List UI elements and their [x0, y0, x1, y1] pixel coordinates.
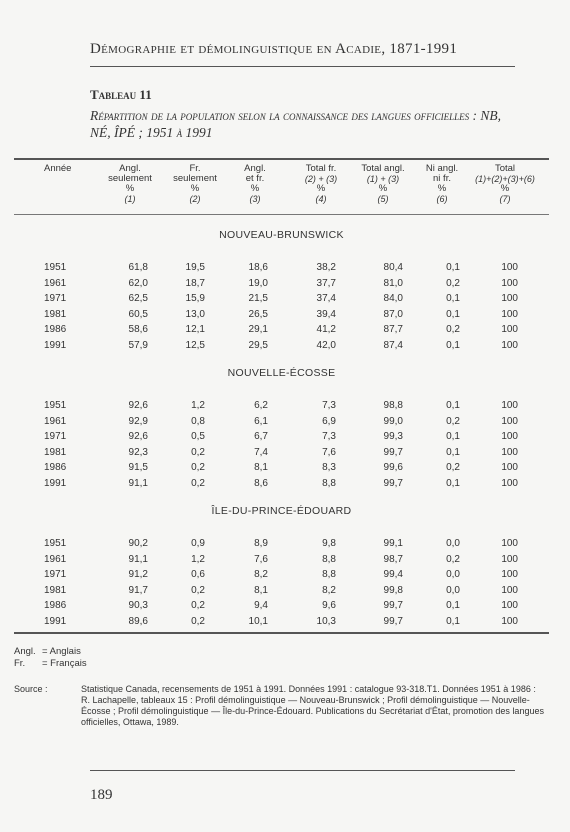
- table-row: [0, 600, 570, 613]
- value-cell: 7,3: [322, 400, 336, 411]
- value-cell: 37,4: [316, 293, 336, 304]
- table-row: [0, 538, 570, 551]
- source-label: Source :: [14, 684, 48, 694]
- value-cell: 6,7: [254, 431, 268, 442]
- value-cell: 89,6: [128, 615, 148, 627]
- column-number: (7): [499, 194, 511, 204]
- value-cell: 0,1: [446, 308, 460, 320]
- value-cell: 42,0: [316, 339, 336, 351]
- value-cell: 6,2: [254, 400, 268, 411]
- value-cell: 100: [501, 293, 518, 304]
- value-cell: 60,5: [128, 308, 148, 320]
- year-cell: 1971: [44, 293, 67, 304]
- abbreviation-key: Angl.: [14, 646, 36, 657]
- section-title: NOUVELLE-ÉCOSSE: [227, 367, 336, 379]
- column-header: [470, 164, 540, 204]
- year-cell: 1981: [44, 446, 67, 458]
- abbreviation-value: = Anglais: [42, 646, 81, 657]
- value-cell: 99,0: [383, 415, 403, 427]
- value-cell: 62,5: [128, 293, 148, 304]
- column-header-line: (2) + (3): [304, 174, 338, 184]
- value-cell: 99,7: [383, 446, 403, 458]
- column-number: (3): [249, 194, 261, 204]
- value-cell: 7,4: [254, 446, 268, 458]
- header-rule: [90, 66, 515, 67]
- value-cell: 100: [501, 569, 518, 580]
- column-header-line: %: [316, 183, 326, 194]
- value-cell: 0,1: [446, 446, 460, 458]
- value-cell: 91,7: [128, 584, 148, 596]
- value-cell: 0,2: [191, 615, 205, 627]
- column-header-line: Angl.: [119, 163, 141, 174]
- value-cell: 87,7: [383, 324, 403, 335]
- section-title: ÎLE-DU-PRINCE-ÉDOUARD: [211, 505, 352, 517]
- value-cell: 7,6: [254, 553, 268, 565]
- table-row: [0, 431, 570, 444]
- value-cell: 12,5: [185, 339, 205, 351]
- page-number: 189: [90, 787, 113, 803]
- value-cell: 0,1: [446, 615, 460, 627]
- table-row: [0, 400, 570, 413]
- table-row: [0, 478, 570, 491]
- year-cell: 1951: [44, 400, 67, 411]
- running-head: Démographie et démolinguistique en Acadie, 1871-1991: [90, 41, 458, 57]
- year-cell: 1991: [44, 615, 67, 627]
- value-cell: 10,3: [316, 615, 336, 627]
- year-cell: 1986: [44, 600, 67, 611]
- column-header-line: Total: [494, 163, 516, 174]
- value-cell: 91,1: [128, 553, 148, 565]
- value-cell: 57,9: [128, 339, 148, 351]
- abbreviation-fr: [14, 658, 87, 669]
- value-cell: 21,5: [248, 293, 268, 304]
- column-header-line: et fr.: [245, 173, 265, 184]
- year-cell: 1991: [44, 477, 67, 489]
- value-cell: 13,0: [185, 308, 205, 320]
- value-cell: 99,7: [383, 615, 403, 627]
- footer-rule: [90, 770, 515, 771]
- year-cell: 1961: [44, 415, 67, 427]
- value-cell: 0,0: [446, 584, 460, 596]
- table-row: [0, 616, 570, 629]
- value-cell: 100: [501, 400, 518, 411]
- column-header-line: %: [437, 183, 447, 194]
- value-cell: 18,7: [185, 277, 205, 289]
- value-cell: 100: [501, 308, 518, 320]
- value-cell: 100: [501, 538, 518, 549]
- year-cell: 1951: [44, 262, 67, 273]
- column-header: [286, 164, 356, 204]
- table-row: [0, 462, 570, 475]
- value-cell: 99,7: [383, 477, 403, 489]
- column-header-line: %: [190, 183, 200, 194]
- value-cell: 91,1: [128, 477, 148, 489]
- value-cell: 8,8: [322, 477, 336, 489]
- value-cell: 0,2: [446, 324, 460, 335]
- year-cell: 1961: [44, 277, 67, 289]
- column-header-line: seulement: [173, 173, 217, 184]
- value-cell: 0,2: [191, 600, 205, 611]
- value-cell: 99,7: [383, 600, 403, 611]
- year-cell: 1981: [44, 308, 67, 320]
- value-cell: 18,6: [248, 262, 268, 273]
- column-header: [220, 164, 290, 204]
- table-row: [0, 309, 570, 322]
- column-header: [44, 164, 84, 174]
- year-cell: 1971: [44, 569, 67, 580]
- source-text: Statistique Canada, recensements de 1951 à 1991. Données 1991 : catalogue 93-318.T1. Données 1951 à 1986 : R. Lachapelle, tableaux 15 : Profil démolinguistique — Nouveau-Brunswick ; Profil démolinguistique — Nouvelle-Écosse ; Profil démolinguistique — Île-du-Prince-Édouard. Publications du Secrétariat d'État, promotion des langues officielles, Ottawa, 1989.: [81, 684, 544, 727]
- value-cell: 6,9: [322, 415, 336, 427]
- value-cell: 58,6: [128, 324, 148, 335]
- value-cell: 90,3: [128, 600, 148, 611]
- value-cell: 92,9: [128, 415, 148, 427]
- section-title: NOUVEAU-BRUNSWICK: [219, 229, 344, 241]
- value-cell: 99,4: [383, 569, 403, 580]
- value-cell: 100: [501, 446, 518, 458]
- column-header-line: (1) + (3): [366, 174, 400, 184]
- value-cell: 0,1: [446, 400, 460, 411]
- value-cell: 84,0: [383, 293, 403, 304]
- year-cell: 1951: [44, 538, 67, 549]
- value-cell: 100: [501, 431, 518, 442]
- column-header-line: Angl.: [244, 163, 266, 174]
- column-header-line: seulement: [108, 173, 152, 184]
- table-top-rule: [14, 158, 549, 160]
- value-cell: 100: [501, 415, 518, 427]
- value-cell: 80,4: [383, 262, 403, 273]
- year-cell: 1986: [44, 462, 67, 473]
- value-cell: 92,6: [128, 431, 148, 442]
- column-number: (4): [315, 194, 327, 204]
- table-row: [0, 340, 570, 353]
- value-cell: 8,3: [322, 462, 336, 473]
- value-cell: 98,7: [383, 553, 403, 565]
- value-cell: 91,5: [128, 462, 148, 473]
- value-cell: 0,2: [446, 462, 460, 473]
- table-row: [0, 554, 570, 567]
- value-cell: 15,9: [185, 293, 205, 304]
- header-bottom-rule: [14, 214, 549, 215]
- column-number: (5): [377, 194, 389, 204]
- column-header: [407, 164, 477, 204]
- value-cell: 100: [501, 615, 518, 627]
- value-cell: 61,8: [128, 262, 148, 273]
- value-cell: 0,1: [446, 339, 460, 351]
- value-cell: 0,0: [446, 569, 460, 580]
- table-row: [0, 416, 570, 429]
- value-cell: 0,8: [191, 415, 205, 427]
- value-cell: 0,6: [191, 569, 205, 580]
- column-header-line: Total fr.: [305, 163, 337, 174]
- table-label: Tableau 11: [90, 87, 152, 102]
- column-number: (1): [124, 194, 136, 204]
- year-cell: 1991: [44, 339, 67, 351]
- value-cell: 0,2: [446, 415, 460, 427]
- value-cell: 9,8: [322, 538, 336, 549]
- value-cell: 0,5: [191, 431, 205, 442]
- value-cell: 9,4: [254, 600, 268, 611]
- abbreviation-angl: [14, 646, 81, 657]
- value-cell: 91,2: [128, 569, 148, 580]
- column-header: [95, 164, 165, 204]
- table-row: [0, 262, 570, 275]
- value-cell: 10,1: [248, 615, 268, 627]
- table-title: Répartition de la population selon la connaissance des langues officielles : NB, NÉ, ÎPÉ ; 1951 à 1991: [90, 108, 502, 140]
- value-cell: 90,2: [128, 538, 148, 549]
- column-number: (2): [189, 194, 201, 204]
- value-cell: 7,6: [322, 446, 336, 458]
- value-cell: 8,1: [254, 584, 268, 596]
- value-cell: 9,6: [322, 600, 336, 611]
- value-cell: 99,8: [383, 584, 403, 596]
- column-header-line: (1)+(2)+(3)+(6): [475, 174, 535, 184]
- value-cell: 0,1: [446, 477, 460, 489]
- value-cell: 19,0: [248, 277, 268, 289]
- value-cell: 0,2: [191, 584, 205, 596]
- value-cell: 8,2: [254, 569, 268, 580]
- value-cell: 99,6: [383, 462, 403, 473]
- value-cell: 1,2: [191, 553, 205, 565]
- table-bottom-rule: [14, 632, 549, 634]
- value-cell: 100: [501, 462, 518, 473]
- table-row: [0, 585, 570, 598]
- year-cell: 1971: [44, 431, 67, 442]
- column-header-line: %: [378, 183, 388, 194]
- value-cell: 100: [501, 553, 518, 565]
- abbreviation-key: Fr.: [14, 658, 26, 669]
- value-cell: 8,6: [254, 477, 268, 489]
- value-cell: 87,4: [383, 339, 403, 351]
- value-cell: 99,3: [383, 431, 403, 442]
- value-cell: 0,1: [446, 600, 460, 611]
- value-cell: 8,1: [254, 462, 268, 473]
- value-cell: 99,1: [383, 538, 403, 549]
- column-header-line: Total angl.: [361, 163, 405, 174]
- value-cell: 98,8: [383, 400, 403, 411]
- value-cell: 0,2: [191, 462, 205, 473]
- value-cell: 0,1: [446, 431, 460, 442]
- table-row: [0, 569, 570, 582]
- value-cell: 0,2: [191, 446, 205, 458]
- value-cell: 1,2: [191, 400, 205, 411]
- value-cell: 100: [501, 262, 518, 273]
- value-cell: 0,9: [191, 538, 205, 549]
- column-header-line: Année: [44, 163, 72, 174]
- value-cell: 87,0: [383, 308, 403, 320]
- abbreviation-value: = Français: [42, 658, 87, 669]
- value-cell: 100: [501, 339, 518, 351]
- value-cell: 19,5: [185, 262, 205, 273]
- value-cell: 38,2: [316, 262, 336, 273]
- value-cell: 39,4: [316, 308, 336, 320]
- year-cell: 1981: [44, 584, 67, 596]
- value-cell: 100: [501, 477, 518, 489]
- value-cell: 92,3: [128, 446, 148, 458]
- year-cell: 1961: [44, 553, 67, 565]
- value-cell: 0,2: [446, 553, 460, 565]
- column-header-line: ni fr.: [433, 173, 451, 184]
- value-cell: 6,1: [254, 415, 268, 427]
- column-header-line: %: [500, 183, 510, 194]
- value-cell: 62,0: [128, 277, 148, 289]
- value-cell: 26,5: [248, 308, 268, 320]
- column-header-line: Fr.: [189, 163, 201, 174]
- value-cell: 29,1: [248, 324, 268, 335]
- column-number: (6): [436, 194, 448, 204]
- value-cell: 0,2: [446, 277, 460, 289]
- year-cell: 1986: [44, 324, 67, 335]
- column-header-line: %: [250, 183, 260, 194]
- value-cell: 8,9: [254, 538, 268, 549]
- value-cell: 29,5: [248, 339, 268, 351]
- value-cell: 0,0: [446, 538, 460, 549]
- value-cell: 8,8: [322, 569, 336, 580]
- value-cell: 8,2: [322, 584, 336, 596]
- table-row: [0, 293, 570, 306]
- table-row: [0, 278, 570, 291]
- value-cell: 100: [501, 600, 518, 611]
- value-cell: 41,2: [316, 324, 336, 335]
- value-cell: 92,6: [128, 400, 148, 411]
- value-cell: 0,2: [191, 477, 205, 489]
- table-row: [0, 324, 570, 337]
- value-cell: 12,1: [185, 324, 205, 335]
- value-cell: 0,1: [446, 262, 460, 273]
- value-cell: 100: [501, 277, 518, 289]
- value-cell: 100: [501, 324, 518, 335]
- value-cell: 37,7: [316, 277, 336, 289]
- value-cell: 0,1: [446, 293, 460, 304]
- value-cell: 100: [501, 584, 518, 596]
- value-cell: 8,8: [322, 553, 336, 565]
- value-cell: 7,3: [322, 431, 336, 442]
- table-row: [0, 447, 570, 460]
- column-header-line: Ni angl.: [425, 163, 459, 174]
- value-cell: 81,0: [383, 277, 403, 289]
- column-header-line: %: [125, 183, 135, 194]
